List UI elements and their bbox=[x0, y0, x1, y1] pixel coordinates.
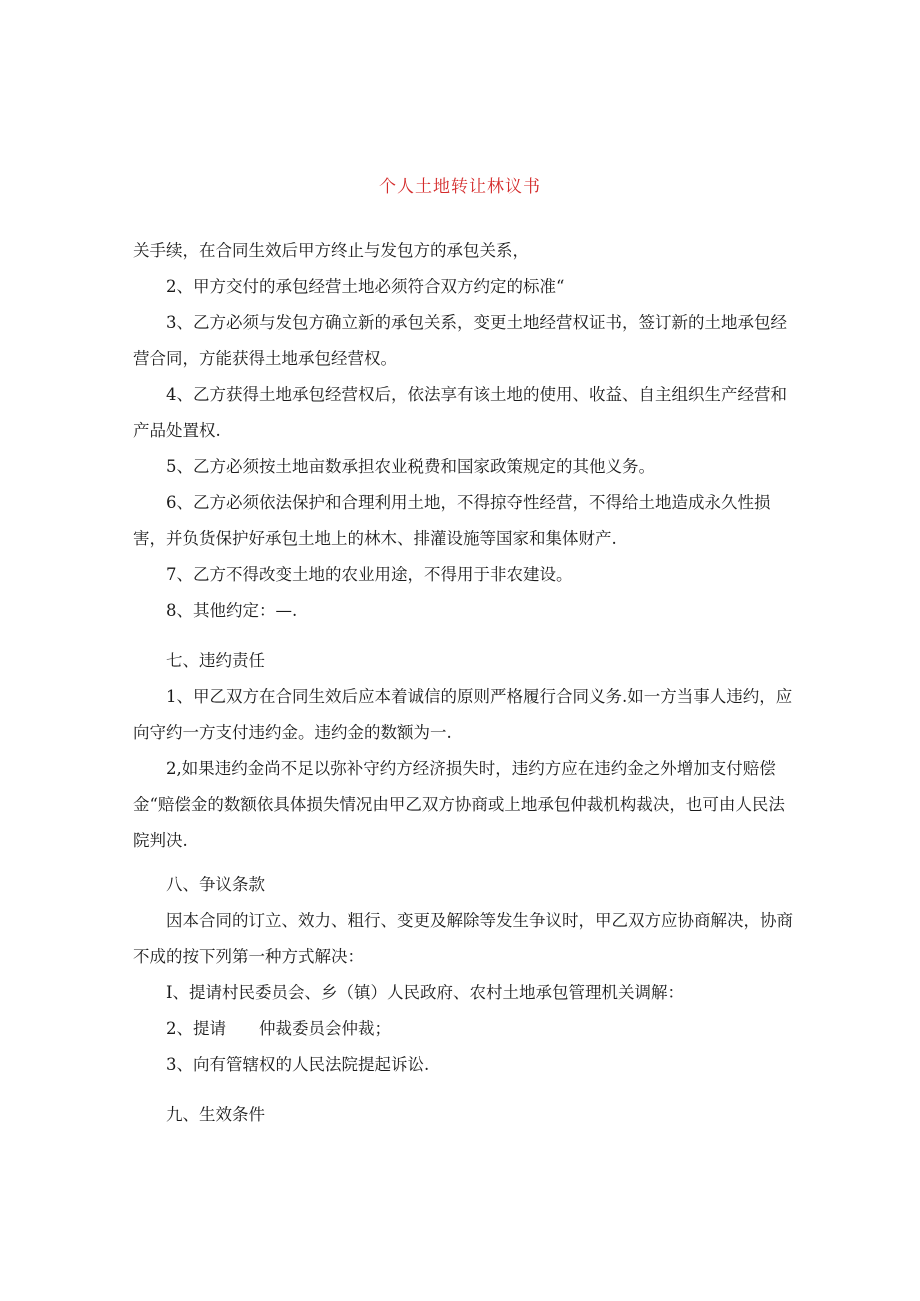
clause-2: 2、甲方交付的承包经营土地必须符合双方约定的标准“ bbox=[166, 277, 565, 296]
section-heading-breach: 七、违约责任 bbox=[166, 651, 265, 670]
document-title: 个人土地转让林议书 bbox=[379, 177, 541, 197]
clause-3: 3、乙方必须与发包方确立新的承包关系，变更土地经营权证书，签订新的土地承包经营合同，方能获得土地承包经营权。 bbox=[133, 313, 787, 368]
breach-clause-1: 1、甲乙双方在合同生效后应本着诚信的原则严格履行合同义务.如一方当事人违约，应向守约一方支付违约金。违约金的数额为一. bbox=[133, 687, 793, 742]
dispute-intro: 因本合同的订立、效力、粗行、变更及解除等发生争议时，甲乙双方应协商解决，协商不成的按下列第一种方式解决： bbox=[133, 911, 793, 966]
clause-5: 5、乙方必须按土地亩数承担农业税费和国家政策规定的其他义务。 bbox=[166, 457, 655, 476]
clause-8: 8、其他约定：—. bbox=[166, 601, 298, 620]
clause-6: 6、乙方必须依法保护和合理利用土地，不得掠夺性经营，不得给土地造成永久性损害，并负货保护好承包土地上的林木、排灌设施等国家和集体财产. bbox=[133, 493, 771, 548]
document-body bbox=[133, 233, 793, 1133]
breach-clause-2: 2,如果违约金尚不足以弥补守约方经济损失时，违约方应在违约金之外增加支付赔偿金“赔偿金的数额依具体损失情况由甲乙双方协商或上地承包仲裁机构裁决，也可由人民法院判决. bbox=[133, 759, 785, 850]
section-heading-dispute: 八、争议条款 bbox=[166, 875, 265, 894]
dispute-option-1: I、提请村民委员会、乡（镇）人民政府、农村土地承包管理机关调解： bbox=[166, 983, 685, 1002]
paragraph-continuation: 关手续，在合同生效后甲方终止与发包方的承包关系， bbox=[133, 241, 529, 260]
section-heading-effect: 九、生效条件 bbox=[166, 1105, 265, 1124]
clause-7: 7、乙方不得改变土地的农业用途，不得用于非农建设。 bbox=[166, 565, 573, 584]
clause-4: 4、乙方获得土地承包经营权后，依法享有该土地的使用、收益、自主组织生产经营和产品处置权. bbox=[133, 385, 787, 440]
dispute-option-3: 3、向有管辖权的人民法院提起诉讼. bbox=[166, 1055, 430, 1074]
dispute-option-2: 2、提请 仲裁委员会仲裁； bbox=[166, 1019, 391, 1038]
